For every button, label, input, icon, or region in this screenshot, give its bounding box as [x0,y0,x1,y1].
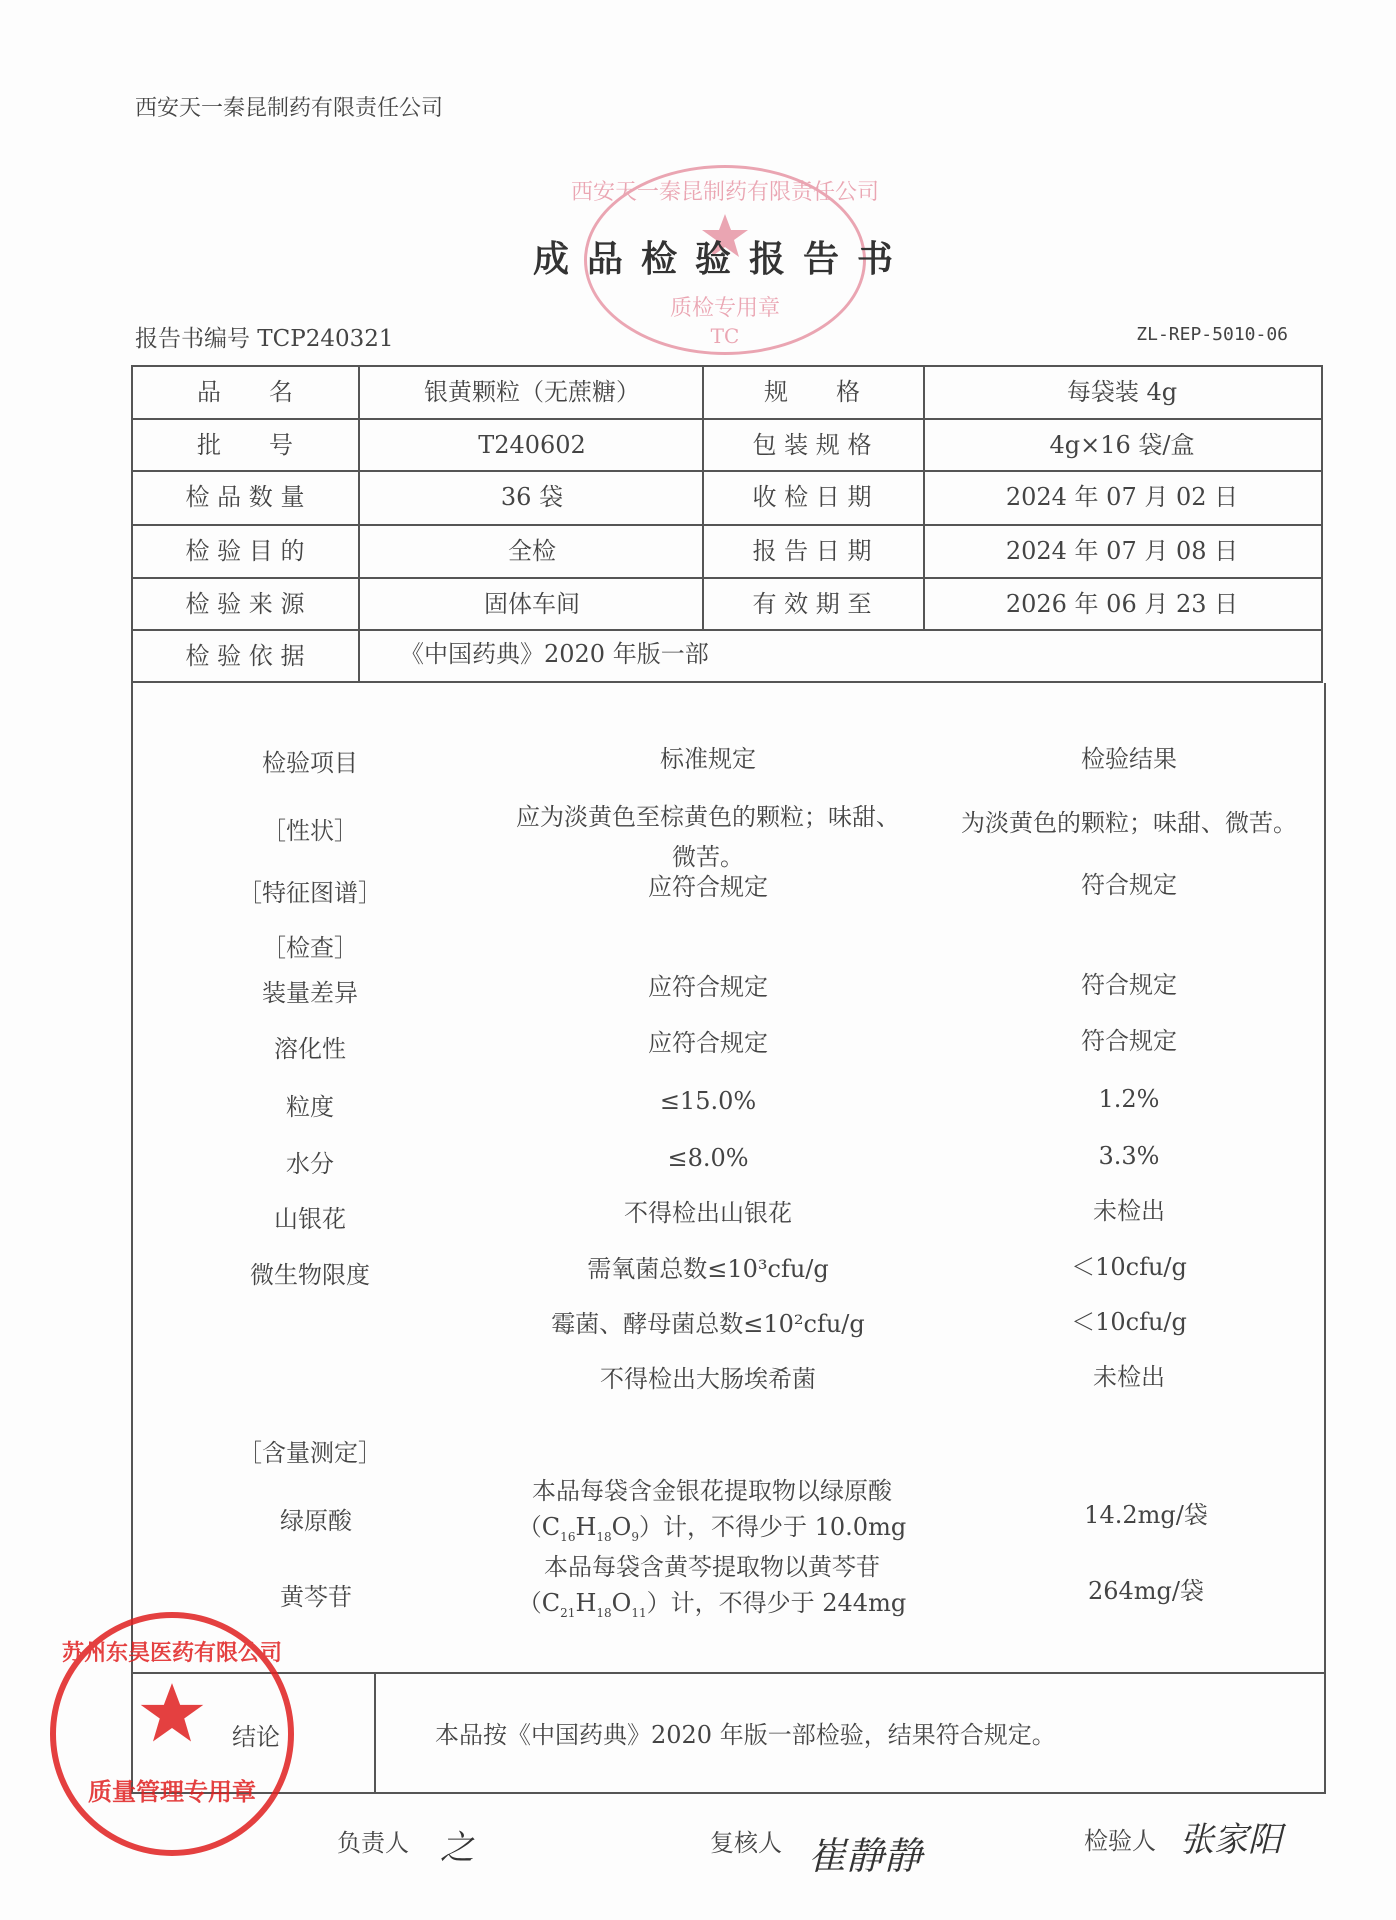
standard-text: 应为淡黄色至棕黄色的颗粒；味甜、 [516,803,900,831]
item-name: ［性状］ [262,817,358,845]
info-value: T240602 [478,431,586,459]
assay-tail: ）计，不得少于 10.0mg [639,1513,907,1541]
result-text: 3.3% [1098,1142,1160,1170]
table-divider [131,524,1323,526]
assay-item: 绿原酸 [280,1507,352,1535]
info-value: 固体车间 [484,590,580,618]
info-value: 全检 [508,537,556,565]
conclusion-column-divider [374,1672,376,1794]
info-label: 有 效 期 至 [752,590,872,618]
result-text: 符合规定 [1081,1027,1177,1055]
item-name: 山银花 [274,1205,346,1233]
stamp-code: TC [710,324,740,348]
result-text: 符合规定 [1081,871,1177,899]
result-text: ＜10cfu/g [1071,1308,1187,1336]
table-divider [358,365,360,683]
info-label: 检 验 目 的 [185,537,305,565]
column-header-item: 检验项目 [262,749,358,777]
standard-text: 不得检出大肠埃希菌 [600,1365,816,1393]
assay-item: 黄芩苷 [280,1583,352,1611]
conclusion-label: 结论 [232,1723,280,1751]
item-name: 水分 [286,1150,334,1178]
standard-text: ≤15.0% [659,1087,757,1115]
table-divider [131,418,1323,420]
report-number: 报告书编号 TCP240321 [135,326,394,352]
document-code: ZL-REP-5010-06 [1136,324,1288,345]
item-name: ［含量测定］ [238,1439,382,1467]
standard-text: 不得检出山银花 [624,1199,792,1227]
head-signature: 之 [440,1828,474,1868]
standard-text: 应符合规定 [648,1029,768,1057]
company-name: 西安天一秦昆制药有限责任公司 [135,96,444,121]
info-value: 2024 年 07 月 08 日 [1005,537,1239,565]
assay-standard: 本品每袋含黄芩提取物以黄芩苷 [544,1553,880,1581]
standard-text: ≤8.0% [667,1144,749,1172]
item-name: 粒度 [286,1093,334,1121]
basis-value: 《中国药典》2020 年版一部 [400,640,709,668]
conclusion-divider [131,1672,1326,1674]
basis-label: 检 验 依 据 [185,642,305,670]
standard-text: 微苦。 [672,843,744,871]
item-name: 微生物限度 [250,1261,370,1289]
stamp-sub: 质检专用章 [669,296,781,321]
item-name: 溶化性 [274,1035,346,1063]
stamp-sub: 质量管理专用章 [88,1777,256,1806]
info-label: 批 号 [197,431,293,459]
info-label: 包 装 规 格 [752,431,872,459]
inspector-signature: 张家阳 [1180,1820,1282,1860]
table-divider [131,629,1323,631]
info-label: 检 品 数 量 [185,483,305,511]
info-label: 收 检 日 期 [752,483,872,511]
assay-standard: 本品每袋含金银花提取物以绿原酸 [532,1477,892,1505]
table-divider [131,470,1323,472]
info-label: 报 告 日 期 [752,537,872,565]
result-text: ＜10cfu/g [1071,1253,1187,1281]
info-value: 2024 年 07 月 02 日 [1005,483,1239,511]
info-value: 36 袋 [500,483,564,511]
assay-result: 264mg/袋 [1087,1577,1205,1605]
assay-formula-line: $(C_{16}H_{18}O_9)$计，不得少于 10.0mg [517,1513,907,1544]
result-text: 未检出 [1093,1363,1165,1391]
info-value: 4g×16 袋/盒 [1049,431,1195,459]
standard-text: 应符合规定 [648,873,768,901]
inspector-label: 检验人 [1084,1827,1156,1855]
assay-result: 14.2mg/袋 [1084,1501,1208,1529]
info-label: 规 格 [764,378,860,406]
info-label: 检 验 来 源 [185,590,305,618]
reviewer-signature: 崔静静 [808,1834,923,1878]
table-divider [131,577,1323,579]
reviewer-label: 复核人 [710,1829,782,1857]
page-title: 成品检验报告书 [532,238,912,280]
stamp-text: 西安天一秦昆制药有限责任公司 [570,180,880,205]
item-name: 装量差异 [262,979,358,1007]
standard-text: 应符合规定 [648,973,768,1001]
info-value: 每袋装 4g [1066,378,1178,406]
star-icon [138,1680,206,1746]
conclusion-text: 本品按《中国药典》2020 年版一部检验，结果符合规定。 [435,1721,1056,1749]
standard-text: 霉菌、酵母菌总数≤10²cfu/g [551,1310,865,1338]
result-text: 1.2% [1098,1085,1160,1113]
item-name: ［检查］ [262,934,358,962]
column-header-result: 检验结果 [1081,745,1177,773]
stamp-text: 苏州东昊医药有限公司 [61,1640,283,1666]
item-name: ［特征图谱］ [238,879,382,907]
assay-formula-line: $(C_{21}H_{18}O_{11})$计，不得少于 244mg [517,1589,907,1620]
column-header-standard: 标准规定 [660,745,756,773]
result-text: 未检出 [1093,1197,1165,1225]
info-label: 品 名 [197,378,293,406]
assay-tail: ）计，不得少于 244mg [646,1589,907,1617]
result-text: 为淡黄色的颗粒；味甜、微苦。 [961,809,1297,837]
info-value: 2026 年 06 月 23 日 [1005,590,1239,618]
standard-text: 需氧菌总数≤10³cfu/g [587,1255,829,1283]
result-text: 符合规定 [1081,971,1177,999]
info-value: 银黄颗粒（无蔗糖） [424,378,640,406]
table-divider [702,365,704,629]
head-label: 负责人 [337,1829,409,1857]
table-divider [923,365,925,629]
